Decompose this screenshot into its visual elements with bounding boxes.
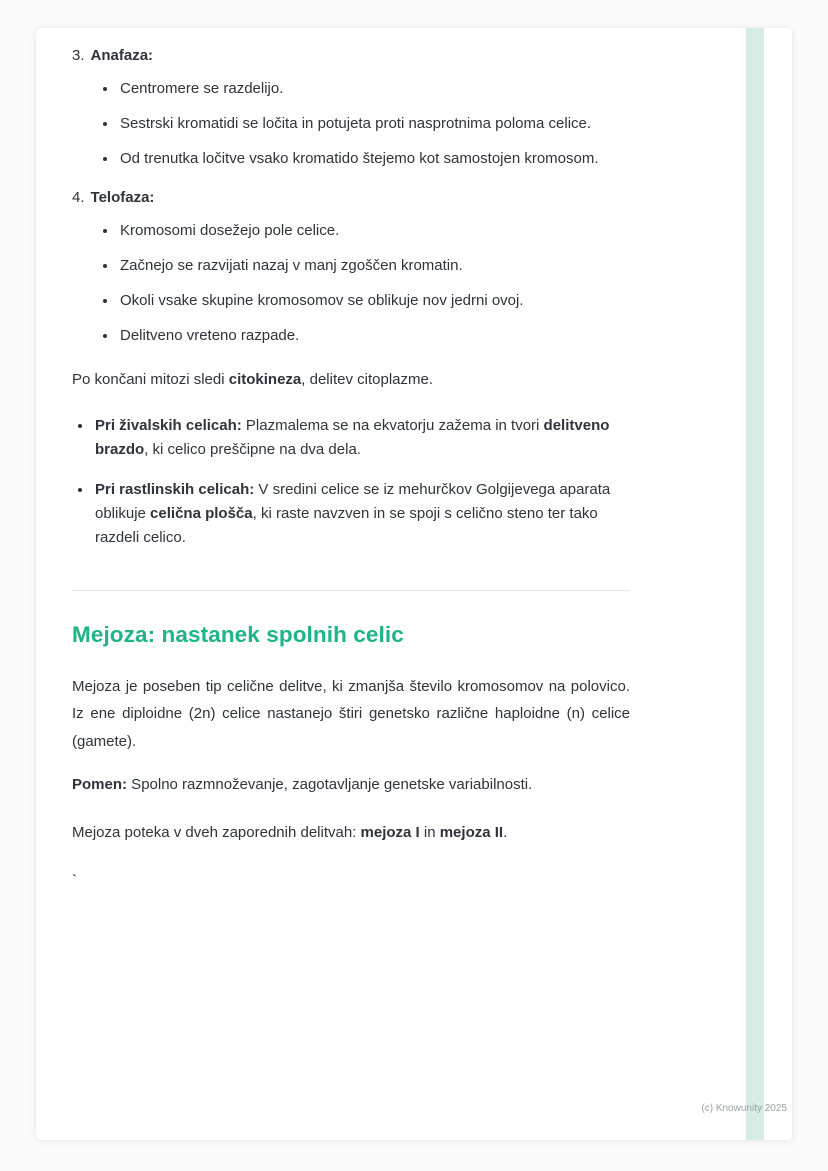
bullet-item: • Pri živalskih celicah: Plazmalema se na ekvatorju zažema in tvori delitveno brazdo, ki celico preščipne na dva dela. [93,414,630,462]
item-title: Telofaza: [90,189,155,206]
bullet-list-anafaza [72,77,630,171]
bullet-item: • Od trenutka ločitve vsako kromatido štejemo kot samostojen kromosom. [118,147,630,171]
paragraph-pomen: Pomen: Spolno razmnoževanje, zagotavljanje genetske variabilnosti. [72,775,533,793]
bullet-list-citokineza [72,414,630,550]
bullet-item: • Sestrski kromatidi se ločita in potujeta proti nasprotnima poloma celice. [118,112,630,136]
numbered-item-anafaza [72,44,630,171]
section-heading-mejoza: Mejoza: nastanek spolnih celic [72,622,404,647]
stray-backtick: ` [72,871,77,889]
copyright-footer: (c) Knowunity 2025 [701,1103,787,1114]
item-number: 3. [72,47,85,64]
item-number: 4. [72,189,85,206]
numbered-item-header [72,44,630,68]
bullet-item: • Začnejo se razvijati nazaj v manj zgoščen kromatin. [118,254,630,278]
section-divider [72,590,630,591]
paragraph-citokineza: Po končani mitozi sledi citokineza, delitev citoplazme. [72,371,434,388]
bullet-item: • Delitveno vreteno razpade. [118,324,630,348]
numbered-item-header [72,186,630,210]
item-title: Anafaza: [90,47,154,64]
numbered-item-telofaza [72,186,630,348]
paragraph-mejoza-intro: Mejoza je poseben tip celične delitve, ki zmanjša število kromosomov na polovico. Iz ene diploidne (2n) celice nastanejo štiri genetsko različne haploidne (n) celice (gamete). [72,678,630,750]
document-content [36,28,792,893]
bullet-item: • Kromosomi dosežejo pole celice. [118,219,630,243]
paragraph-delitve: Mejoza poteka v dveh zaporednih delitvah: mejoza I in mejoza II. [72,823,508,841]
bullet-item: • Centromere se razdelijo. [118,77,630,101]
bullet-item: • Okoli vsake skupine kromosomov se oblikuje nov jedrni ovoj. [118,289,630,313]
bullet-list-telofaza [72,219,630,348]
bullet-item: • Pri rastlinskih celicah: V sredini celice se iz mehurčkov Golgijevega aparata oblikuje celična plošča, ki raste navzven in se spoji s celično steno ter tako razdeli celico. [93,478,630,550]
document-sheet [36,28,792,1140]
